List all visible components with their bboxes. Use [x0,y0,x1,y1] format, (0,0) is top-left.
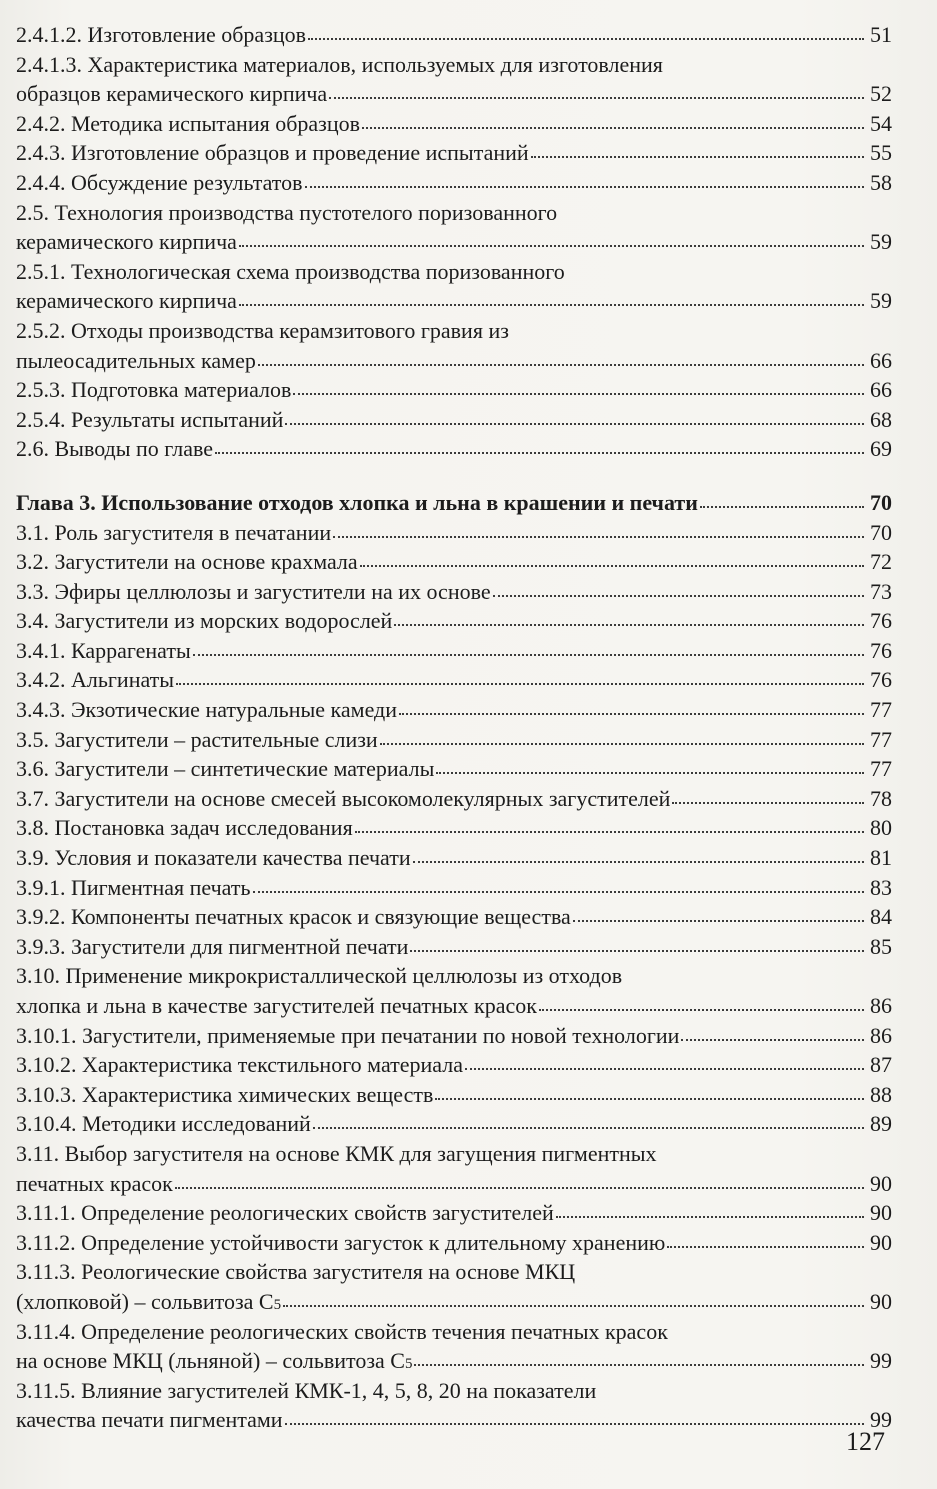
leader-dots [285,423,864,425]
toc-entry-text: 2.4.4. Обсуждение результатов [16,169,303,195]
leader-dots [329,97,864,99]
toc-entry-text: 3.11.4. Определение реологических свойств течения печатных красок [16,1318,668,1344]
toc-entry [16,257,892,316]
toc-entry-text: 2.5.4. Результаты испытаний [16,406,284,432]
toc-page-number: 78 [870,785,892,811]
toc-entry-text: хлопка и льна в качестве загустителей печатных красок [16,993,537,1018]
toc-entry-text: 2.5.3. Подготовка материалов [16,377,292,403]
toc-entry-text: 3.10. Применение микрокристаллической целлюлозы из отходов [16,963,623,989]
toc-entry [16,1228,892,1258]
leader-dots [410,950,864,952]
toc-page-number: 83 [870,874,892,900]
toc-page-number: 77 [870,756,892,782]
leader-dots [436,772,864,774]
toc-page-number: 77 [870,726,892,752]
leader-dots [193,654,864,656]
toc-entry-text: 3.10.3. Характеристика химических веществ [16,1081,434,1107]
toc-page-number: 59 [870,288,892,314]
toc-page-number: 77 [870,697,892,723]
toc-entry [16,784,892,814]
leader-dots [176,683,864,685]
toc-page-number: 81 [870,845,892,871]
toc-entry-text: 3.4.2. Альгинаты [16,667,175,693]
toc-entry [16,606,892,636]
leader-dots [414,1364,864,1366]
toc-entry-text: пылеосадительных камер [16,347,256,373]
leader-dots [283,1305,864,1307]
toc-entry [16,1198,892,1228]
toc-entry-text: 3.9.1. Пигментная печать [16,874,251,900]
toc-entry-text: 2.4.1.2. Изготовление образцов [16,22,307,47]
toc-entry-text: 2.5.2. Отходы производства керамзитового гравия из [16,317,509,343]
toc-entry [16,577,892,607]
toc-entry-text: 3.11. Выбор загустителя на основе КМК для загущения пигментных [16,1140,657,1166]
subscript: 5 [273,1296,282,1313]
leader-dots [239,245,864,247]
toc-entry-text: 3.3. Эфиры целлюлозы и загустители на их основе [16,578,491,604]
toc-entry-text: образцов керамического кирпича [16,81,328,107]
toc-entry [16,961,892,1020]
toc-entry [16,1109,892,1139]
toc-entry-text: керамического кирпича [16,229,237,255]
toc-entry-text: 3.11.3. Реологические свойства загустителя на основе МКЦ [16,1259,576,1285]
chapter-page-number: 70 [870,489,892,515]
subscript: 5 [404,1356,413,1373]
toc-entry-text: 3.9.3. Загустители для пигментной печати [16,933,409,959]
toc-entry [16,1021,892,1051]
toc-entry-text: 3.8. Постановка задач исследования [16,815,353,841]
chapter-title: Глава 3. Использование отходов хлопка и льна в крашении и печати [16,489,698,515]
toc-entry-text: 3.11.2. Определение устойчивости загусток к длительному хранению [16,1229,666,1255]
leader-dots [380,743,864,745]
leader-dots [493,595,864,597]
leader-dots [175,1187,864,1189]
page-number: 127 [846,1427,885,1456]
toc-entry-text: 3.2. Загустители на основе крахмала [16,549,358,575]
toc-entry-text: 3.10.1. Загустители, применяемые при печатании по новой технологии [16,1022,680,1048]
toc-entry-text: 2.5. Технология производства пустотелого поризованного [16,199,558,225]
toc-entry [16,375,892,405]
toc-entry [16,50,892,109]
leader-dots [333,536,864,538]
toc-entry [16,1080,892,1110]
toc-section-chapter-2 [16,20,892,464]
toc-page-number: 99 [870,1407,892,1433]
toc-page-number: 90 [870,1200,892,1226]
leader-dots [285,1423,864,1425]
toc-entry-text: 3.4.1. Каррагенаты [16,637,191,663]
toc-entry [16,902,892,932]
toc-entry-text: на основе МКЦ (льняной) – сольвитоза С [16,1348,405,1374]
toc-entry-text: 3.7. Загустители на основе смесей высокомолекулярных загустителей [16,785,671,811]
leader-dots [700,506,864,508]
toc-entry [16,168,892,198]
toc-page-number: 86 [870,993,892,1018]
toc-entry [16,20,892,50]
toc-page-number: 90 [870,1288,892,1314]
leader-dots [394,624,864,626]
toc-entry [16,873,892,903]
table-of-contents [16,20,892,1435]
toc-entry-text: 2.4.3. Изготовление образцов и проведение испытаний [16,140,529,166]
toc-page-number: 85 [870,933,892,959]
toc-entry [16,518,892,548]
leader-dots [672,802,864,804]
toc-entry-text: 3.9. Условия и показатели качества печати [16,845,411,871]
toc-page-number: 54 [870,110,892,136]
toc-entry [16,636,892,666]
leader-dots [681,1039,864,1041]
toc-page-number: 76 [870,608,892,634]
toc-page-number: 86 [870,1022,892,1048]
toc-page-number: 59 [870,229,892,255]
toc-entry-text: 3.4.3. Экзотические натуральные камеди [16,697,398,723]
leader-dots [258,364,864,366]
toc-entry [16,1139,892,1198]
toc-page-number: 52 [870,81,892,107]
toc-entry-text: (хлопковой) – сольвитоза С [16,1288,274,1314]
toc-entry [16,665,892,695]
leader-dots [573,920,864,922]
toc-entry [16,1050,892,1080]
leader-dots [293,393,864,395]
leader-dots [360,565,864,567]
toc-entry-text: 3.10.4. Методики исследований [16,1111,311,1137]
toc-page-number: 90 [870,1229,892,1255]
toc-page-number: 55 [870,140,892,166]
toc-entry [16,138,892,168]
toc-page-number: 84 [870,904,892,930]
toc-page-number: 58 [870,169,892,195]
leader-dots [667,1246,864,1248]
toc-entry [16,1257,892,1316]
leader-dots [305,186,865,188]
toc-entry-text: 3.1. Роль загустителя в печатании [16,519,332,545]
toc-entry [16,434,892,464]
leader-dots [556,1216,864,1218]
toc-entry [16,754,892,784]
toc-chapter-heading [16,488,892,518]
toc-entry-text: 2.6. Выводы по главе [16,436,213,462]
toc-entry [16,198,892,257]
toc-page-number: 66 [870,377,892,403]
toc-entry-text: 3.11.1. Определение реологических свойств загустителей [16,1200,554,1226]
leader-dots [531,156,864,158]
toc-entry-text: 2.4.2. Методика испытания образцов [16,110,361,136]
leader-dots [313,1127,864,1129]
toc-section-chapter-3 [16,518,892,1435]
toc-page-number: 87 [870,1052,892,1078]
toc-page-number: 80 [870,815,892,841]
toc-entry-text: качества печати пигментами [16,1407,283,1433]
toc-entry [16,109,892,139]
leader-dots [239,304,864,306]
toc-page-number: 70 [870,519,892,545]
toc-page-number: 99 [870,1348,892,1374]
toc-entry-text: печатных красок [16,1170,173,1196]
leader-dots [539,1009,864,1011]
toc-entry [16,843,892,873]
toc-entry-text: 3.10.2. Характеристика текстильного материала [16,1052,463,1078]
toc-page-number: 90 [870,1170,892,1196]
toc-entry [16,316,892,375]
leader-dots [465,1068,864,1070]
toc-entry-text: 3.4. Загустители из морских водорослей [16,608,393,634]
toc-page-number: 68 [870,406,892,432]
leader-dots [413,861,864,863]
toc-page-number: 51 [870,22,892,47]
toc-entry [16,725,892,755]
leader-dots [308,38,864,40]
toc-entry-text: 2.5.1. Технологическая схема производства поризованного [16,258,565,284]
toc-page-number: 66 [870,347,892,373]
leader-dots [355,831,864,833]
toc-entry-text: 3.11.5. Влияние загустителей КМК-1, 4, 5, 8, 20 на показатели [16,1377,597,1403]
toc-entry [16,547,892,577]
toc-entry-text: керамического кирпича [16,288,237,314]
toc-page-number: 76 [870,667,892,693]
toc-entry [16,813,892,843]
leader-dots [253,891,864,893]
toc-entry [16,405,892,435]
chapter-gap [16,464,892,488]
leader-dots [435,1098,864,1100]
leader-dots [399,713,864,715]
toc-entry-text: 3.5. Загустители – растительные слизи [16,726,378,752]
toc-page-number: 76 [870,637,892,663]
toc-entry [16,1317,892,1376]
toc-entry-text: 3.6. Загустители – синтетические материалы [16,756,435,782]
leader-dots [362,127,864,129]
leader-dots [215,452,864,454]
toc-entry [16,695,892,725]
toc-page-number: 69 [870,436,892,462]
toc-page-number: 72 [870,549,892,575]
toc-entry-text: 3.9.2. Компоненты печатных красок и связующие вещества [16,904,571,930]
toc-page-number: 89 [870,1111,892,1137]
toc-page-number: 73 [870,578,892,604]
toc-entry-text: 2.4.1.3. Характеристика материалов, используемых для изготовления [16,51,663,77]
toc-entry [16,932,892,962]
toc-page-number: 88 [870,1081,892,1107]
toc-entry [16,1376,892,1435]
